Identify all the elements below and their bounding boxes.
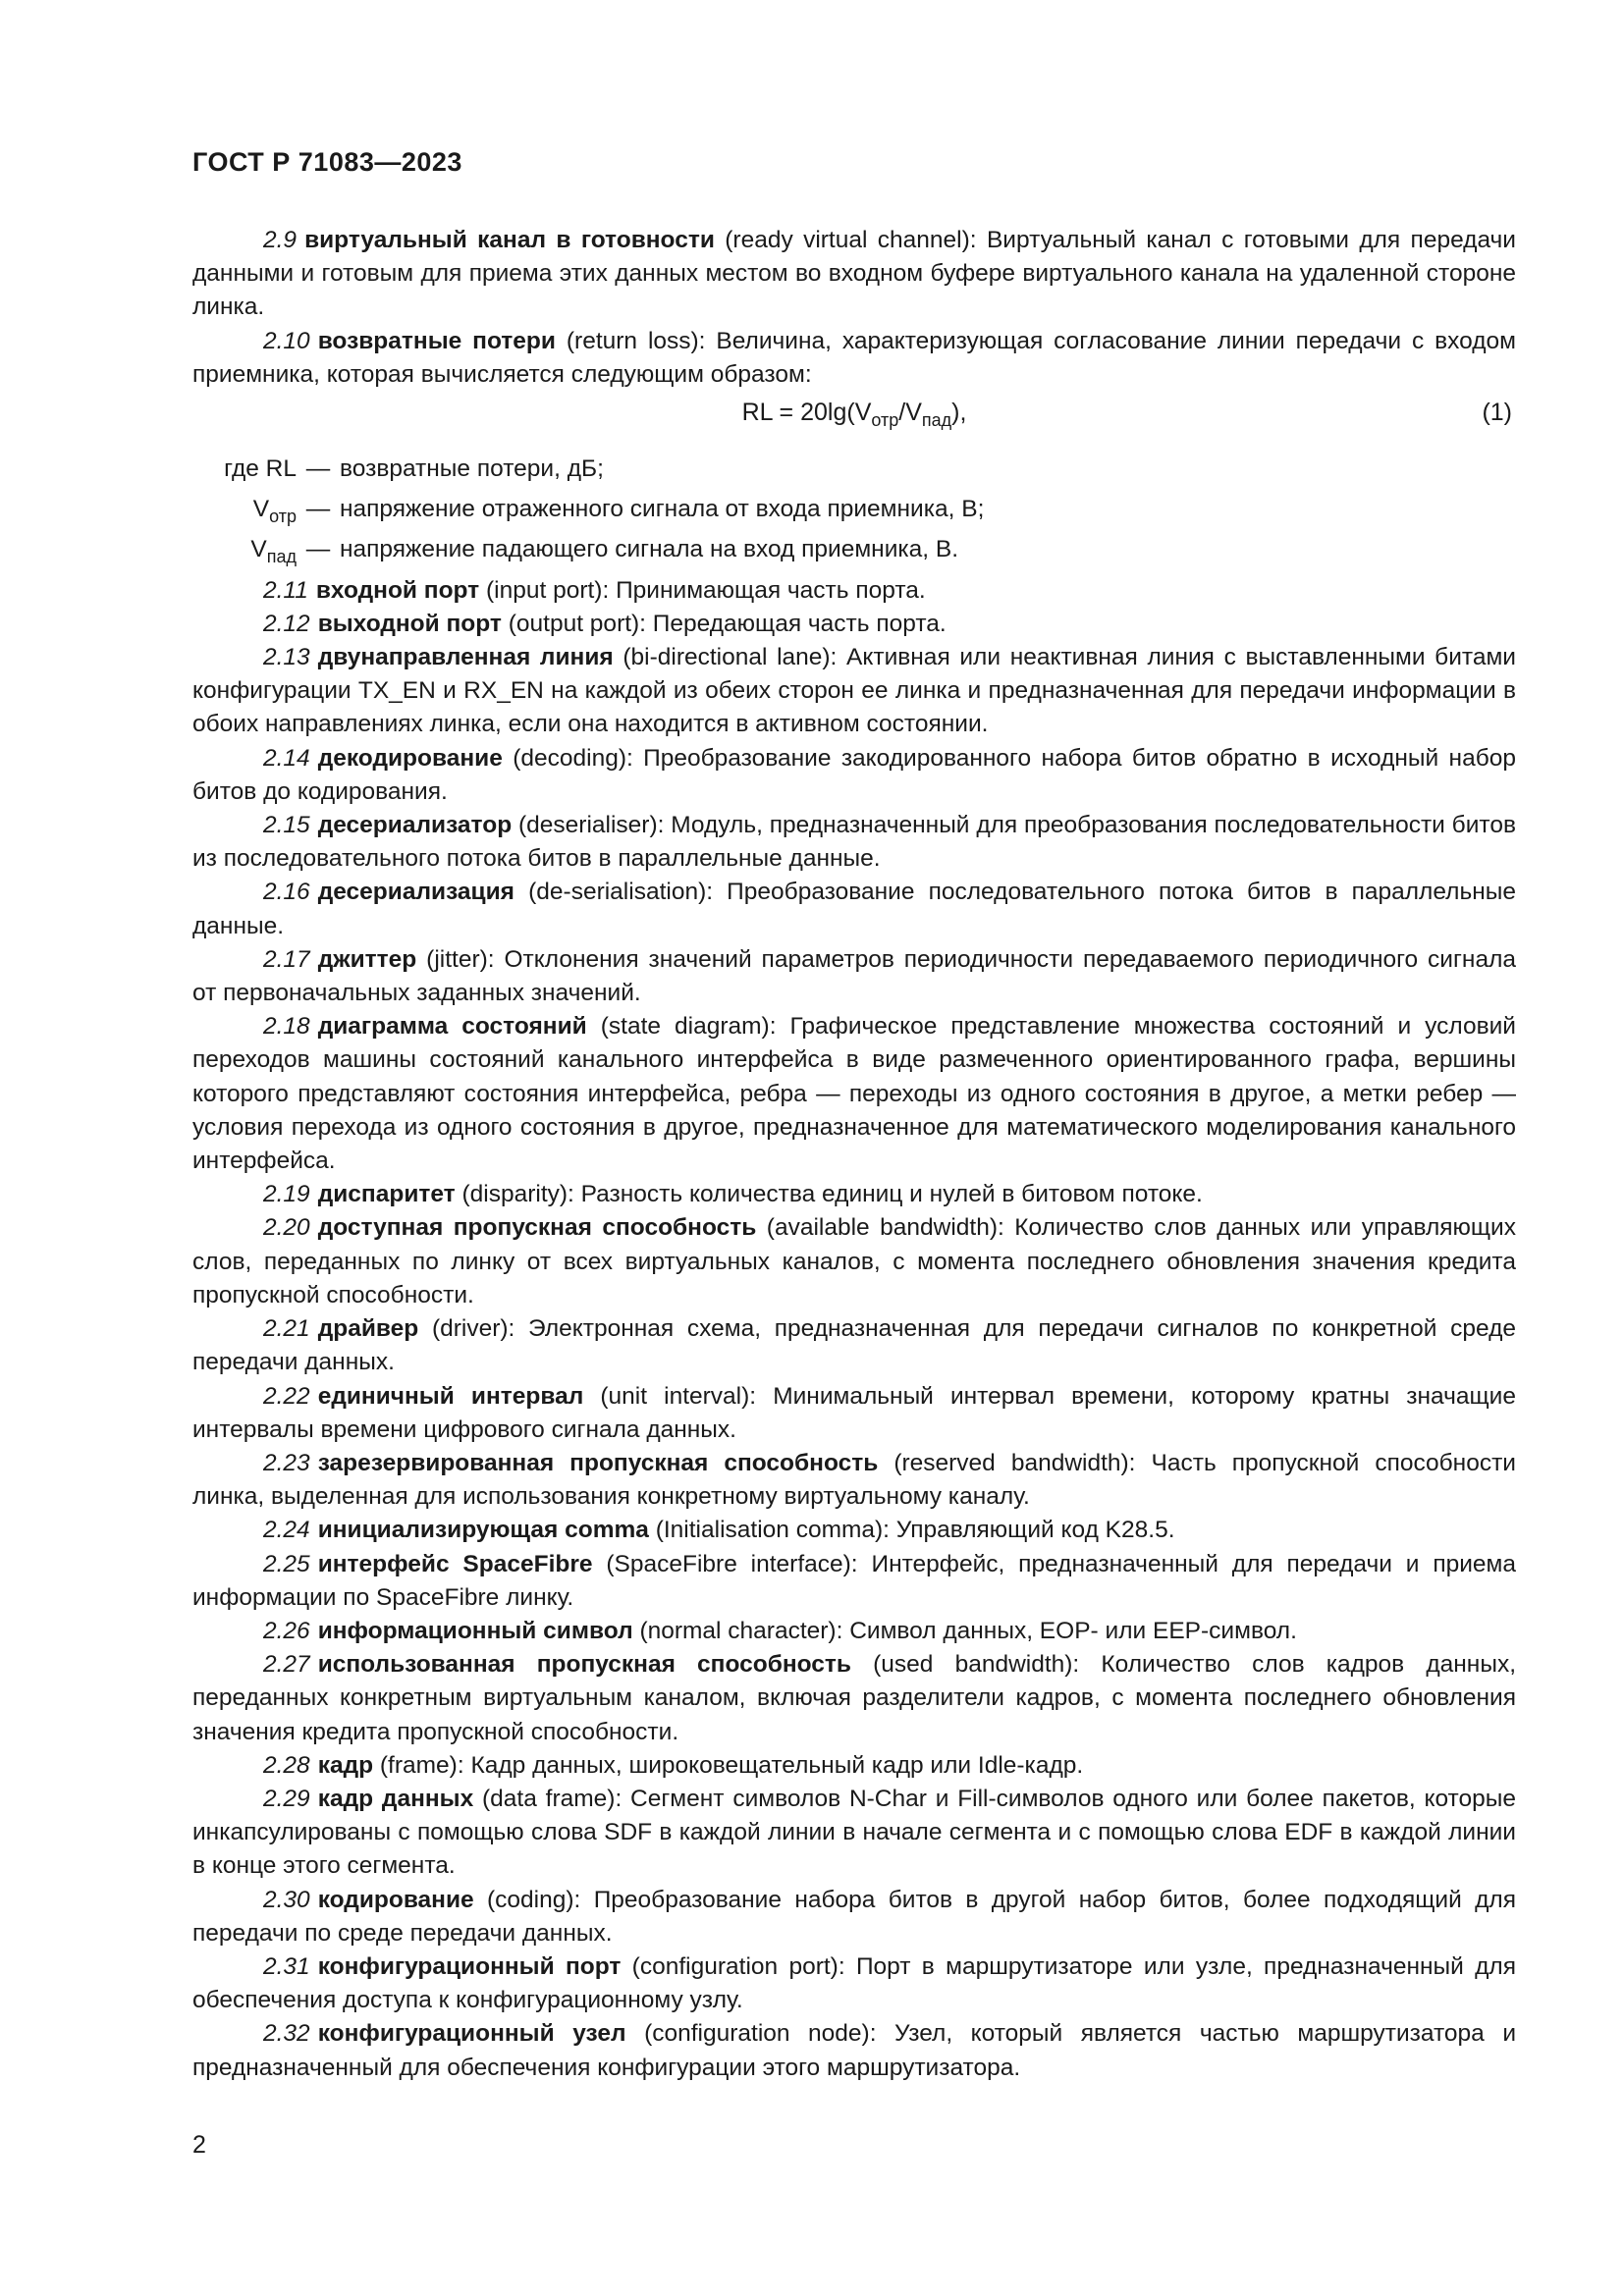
formula-part: RL = 20lg(V [741, 399, 872, 427]
entry-number: 2.14 [263, 744, 310, 772]
equation-number: (1) [1482, 399, 1512, 427]
definition-entry [192, 574, 1516, 608]
entry-term: кодирование [317, 1886, 474, 1913]
entry-number: 2.24 [263, 1517, 310, 1544]
formula [192, 396, 1516, 437]
entry-text: (configuration node): Узел, который является частью маршрутизатора и предназначенный для обеспечения конфигурации этого маршрутизатора. [192, 2020, 1517, 2081]
entry-term: конфигурационный узел [317, 2020, 626, 2048]
entry-text: (unit interval): Минимальный интервал времени, которому кратны значащие интервалы времени цифрового сигнала данных. [192, 1382, 1516, 1443]
entry-number: 2.16 [263, 879, 310, 906]
entry-term: доступная пропускная способность [317, 1214, 757, 1242]
entry-text: (output port): Передающая часть порта. [501, 610, 947, 637]
page-number: 2 [192, 2131, 206, 2159]
legend-description: напряжение отраженного сигнала от входа приемника, В; [340, 496, 985, 523]
definition-entry [192, 641, 1516, 742]
entry-term: возвратные потери [317, 327, 556, 354]
entry-term: использованная пропускная способность [317, 1651, 851, 1679]
entry-term: конфигурационный порт [317, 1952, 622, 1980]
definition-entry [192, 809, 1516, 876]
definition-entry [192, 742, 1516, 809]
legend-symbol: где RL [224, 455, 297, 483]
entry-number: 2.25 [263, 1550, 310, 1577]
definition-entry [192, 1749, 1516, 1783]
definition-entry [192, 1312, 1516, 1379]
document-body [192, 224, 1516, 2085]
entry-term: кадр данных [317, 1785, 474, 1812]
entry-number: 2.26 [263, 1617, 310, 1644]
definition-entry [192, 1514, 1516, 1547]
entry-number: 2.19 [263, 1181, 310, 1208]
entry-term: диаграмма состояний [317, 1013, 587, 1041]
entry-term: виртуальный канал в готовности [304, 227, 715, 253]
legend-description: напряжение падающего сигнала на вход приемника, В. [340, 536, 959, 563]
entry-number: 2.21 [263, 1315, 310, 1343]
definition-entry [192, 2017, 1516, 2084]
entry-text: (available bandwidth): Количество слов данных или управляющих слов, переданных по линку от всех виртуальных каналов, с момента последнего обновления значения кредита пропускной способности. [192, 1214, 1516, 1308]
entry-number: 2.29 [263, 1785, 310, 1812]
entry-term: единичный интервал [317, 1382, 584, 1410]
entry-text: (return loss): Величина, характеризующая согласование линии передачи с входом приемника, которая вычисляется следующим образом: [192, 327, 1517, 388]
entry-term: информационный символ [317, 1617, 633, 1644]
entry-term: кадр [317, 1751, 374, 1779]
formula-subscript: пад [921, 410, 952, 431]
definition-entry [192, 1380, 1516, 1447]
definition-entry [192, 325, 1516, 392]
definition-entry [192, 1615, 1516, 1648]
entry-number: 2.30 [263, 1886, 310, 1913]
definition-entry [192, 1884, 1516, 1950]
entry-term: декодирование [317, 744, 503, 772]
entry-term: двунаправленная линия [317, 644, 614, 671]
definition-entry [192, 876, 1516, 942]
entry-text: (input port): Принимающая часть порта. [479, 576, 926, 604]
entry-text: (reserved bandwidth): Часть пропускной способности линка, выделенная для использования конкретному виртуальному каналу. [192, 1449, 1516, 1511]
entry-number: 2.31 [263, 1952, 310, 1980]
legend-symbol: $V_{отр}$ [252, 496, 297, 527]
entry-number: 2.13 [263, 644, 310, 671]
entry-term: зарезервированная пропускная способность [317, 1449, 879, 1476]
entry-text: (jitter): Отклонения значений параметров периодичности передаваемого периодичного сигнала от первоначальных заданных значений. [192, 945, 1516, 1007]
entry-text: (Initialisation comma): Управляющий код K28.5. [648, 1517, 1175, 1544]
entry-term: входной порт [315, 576, 480, 604]
definition-entry [192, 1950, 1516, 2017]
entry-text: (deserialiser): Модуль, предназначенный для преобразования последовательности битов из последовательного потока битов в параллельные данные. [192, 812, 1516, 873]
legend-description: возвратные потери, дБ; [340, 455, 604, 483]
entry-text: (de-serialisation): Преобразование последовательного потока битов в параллельные данные. [192, 879, 1516, 939]
entry-term: интерфейс SpaceFibre [317, 1550, 593, 1577]
legend-symbol: $V_{пад}$ [250, 536, 297, 567]
entry-number: 2.17 [263, 945, 310, 973]
definition-entry [192, 1548, 1516, 1615]
entry-text: (frame): Кадр данных, широковещательный кадр или Idle-кадр. [373, 1751, 1084, 1779]
entry-text: (ready virtual channel): Виртуальный канал с готовыми для передачи данными и готовым для приема этих данных местом во входном буфере виртуального канала на удаленной стороне линка. [192, 227, 1516, 321]
definition-entry [192, 224, 1516, 325]
entry-text: (used bandwidth): Количество слов кадров данных, переданных конкретным виртуальным каналом, включая разделители кадров, с момента последнего обновления значения кредита пропускной способности. [192, 1651, 1517, 1745]
formula-legend [194, 453, 1516, 574]
definition-entry [192, 943, 1516, 1010]
entry-text: (disparity): Разность количества единиц и нулей в битовом потоке. [455, 1181, 1203, 1208]
entry-term: десериализация [317, 879, 514, 906]
formula-subscript: отр [871, 410, 899, 431]
entry-text: (normal character): Символ данных, EOP- или EEP-символ. [632, 1617, 1297, 1644]
definition-entry [192, 1783, 1516, 1884]
entry-text: (driver): Электронная схема, предназначенная для передачи сигналов по конкретной среде передачи данных. [192, 1315, 1516, 1376]
entry-text: (bi-directional lane): Активная или неактивная линия с выставленными битами конфигурации TX_EN и RX_EN на каждой из обеих сторон ее линка и предназначенная для передачи информации в обоих направлениях линка, если она находится в активном состоянии. [192, 644, 1516, 738]
entry-number: 2.20 [263, 1214, 310, 1242]
entry-text: (coding): Преобразование набора битов в другой набор битов, более подходящий для передачи по среде передачи данных. [192, 1886, 1516, 1947]
entry-term: драйвер [317, 1315, 419, 1343]
legend-dash: — [305, 496, 331, 523]
entry-number: 2.15 [263, 812, 310, 839]
definition-entry [192, 608, 1516, 641]
entry-number: 2.23 [263, 1449, 310, 1476]
entry-term: диспаритет [317, 1181, 456, 1208]
legend-dash: — [305, 536, 331, 563]
entry-number: 2.10 [263, 327, 310, 354]
entry-text: (data frame): Сегмент символов N-Char и Fill-символов одного или более пакетов, которые инкапсулированы с помощью слова SDF в каждой линии в начале сегмента и с помощью слова EDF в каждой линии в конце этого сегмента. [192, 1785, 1516, 1880]
entry-number: 2.12 [263, 610, 310, 637]
entry-term: десериализатор [317, 812, 513, 839]
entry-number: 2.27 [263, 1651, 310, 1679]
entry-number: 2.28 [263, 1751, 310, 1779]
entry-number: 2.32 [263, 2020, 310, 2048]
entry-number: 2.18 [263, 1013, 310, 1041]
entry-term: выходной порт [317, 610, 502, 637]
entry-term: инициализирующая comma [317, 1517, 649, 1544]
entry-text: (state diagram): Графическое представление множества состояний и условий переходов машины состояний канального интерфейса в виде размеченного ориентированного графа, вершины которого представляют состояния интерфейса, ребра — переходы из одного состояния в другое, а метки ребер — условия перехода из одного состояния в другое, предназначенное для математического моделирования канального интерфейса. [192, 1013, 1516, 1175]
definition-entry [192, 1178, 1516, 1211]
definition-entry [192, 1648, 1516, 1749]
entry-number: 2.11 [263, 576, 308, 604]
formula-part: ), [951, 399, 967, 427]
legend-dash: — [305, 455, 331, 483]
entry-text: (configuration port): Порт в маршрутизаторе или узле, предназначенный для обеспечения доступа к конфигурационному узлу. [192, 1952, 1516, 2014]
formula-row [192, 396, 1516, 445]
entry-text: (SpaceFibre interface): Интерфейс, предназначенный для передачи и приема информации по SpaceFibre линку. [192, 1550, 1516, 1611]
entry-number: 2.22 [263, 1382, 310, 1410]
document-header: ГОСТ Р 71083—2023 [192, 147, 462, 177]
entry-number: 2.9 [263, 227, 298, 253]
entry-text: (decoding): Преобразование закодированного набора битов обратно в исходный набор битов до кодирования. [192, 744, 1516, 805]
definition-entry [192, 1010, 1516, 1178]
definition-entry [192, 1211, 1516, 1312]
formula-part: /V [898, 399, 922, 427]
definitions-list [192, 574, 1516, 2085]
definition-entry [192, 1447, 1516, 1514]
entry-term: джиттер [317, 945, 417, 973]
